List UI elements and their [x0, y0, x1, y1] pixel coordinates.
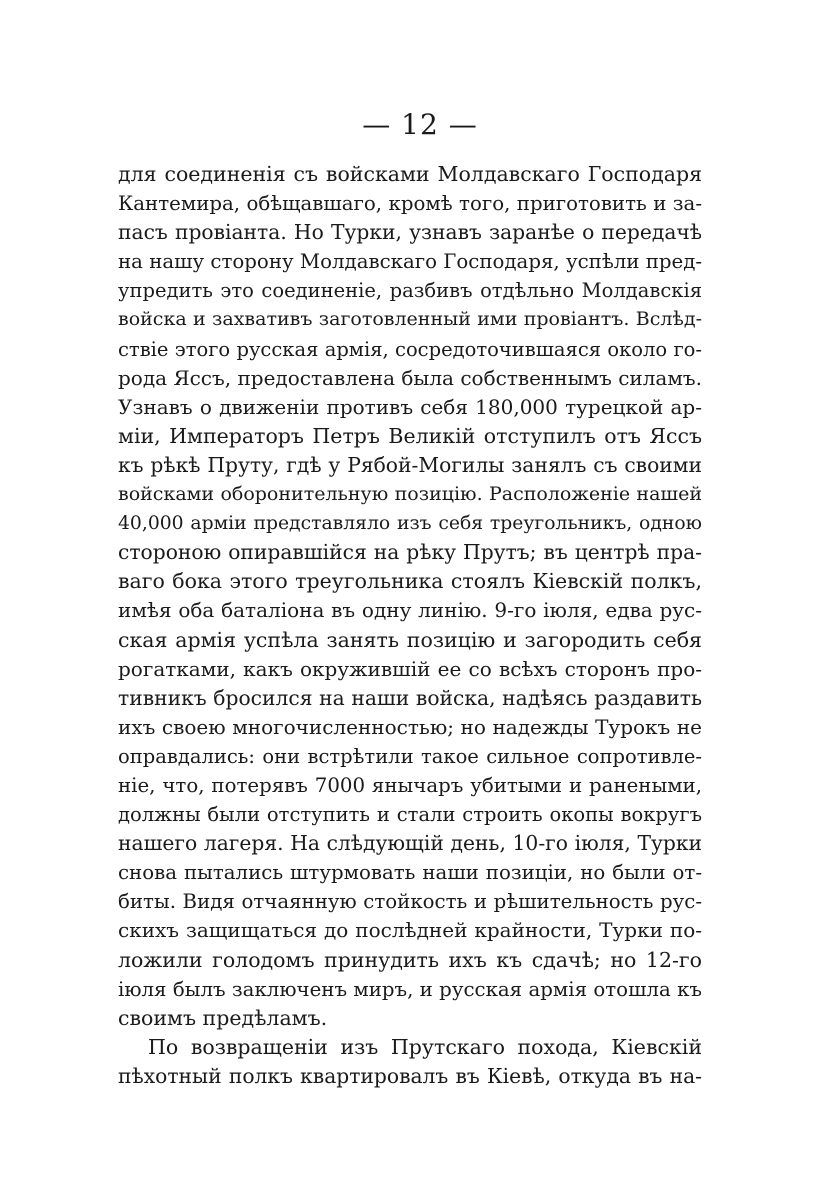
text-line: рода Яссъ, предоставлена была собственнымъ силамъ. — [118, 365, 702, 390]
text-line: рогатками, какъ окружившій ее со всѣхъ сторонъ про- — [118, 656, 702, 681]
page-number: — 12 — — [362, 108, 478, 141]
text-line: Кантемира, обѣщавшаго, кромѣ того, приготовить и за- — [118, 192, 702, 216]
text-line: Узнавъ о движеніи противъ себя 180,000 турецкой ар- — [118, 394, 702, 419]
paragraph-start-line: По возвращеніи изъ Прутскаго похода, Кіевскій — [148, 1034, 702, 1059]
text-line: биты. Видя отчаянную стойкость и рѣшительность рус- — [118, 890, 702, 914]
text-line: должны были отступить и стали строить окопы вокругъ — [118, 803, 702, 827]
text-line: пѣхотный полкъ квартировалъ въ Кіевѣ, откуда въ на- — [118, 1063, 702, 1088]
text-line: къ рѣкѣ Пруту, гдѣ у Рябой-Могилы занялъ съ своими — [118, 452, 702, 477]
text-line: на нашу сторону Молдавскаго Господаря, успѣли пред- — [118, 250, 703, 274]
text-line: нашего лагеря. На слѣдующій день, 10-го іюля, Турки — [118, 831, 702, 856]
text-line: ваго бока этого треугольника стоялъ Кіевскій полкъ, — [118, 569, 702, 594]
text-line: упредить это соединеніе, разбивъ отдѣльно Молдавскія — [118, 279, 702, 303]
text-line: для соединенія съ войсками Молдавскаго Господаря — [118, 162, 702, 186]
text-line: снова пытались штурмовать наши позиціи, но были от- — [118, 861, 702, 885]
text-line: міи, Императоръ Петръ Великій отступилъ отъ Яссъ — [118, 423, 702, 448]
text-line: ихъ своею многочисленностью; но надежды Турокъ не — [118, 714, 702, 739]
text-line: стороною опиравшійся на рѣку Прутъ; въ центрѣ пра- — [118, 540, 702, 565]
text-line: войска и захвативъ заготовленный ими провіантъ. Вслѣд- — [118, 308, 702, 331]
text-line: ская армія успѣла занять позицію и загородить себя — [118, 627, 702, 652]
text-line: тивникъ бросился на наши войска, надѣясь раздавить — [118, 685, 702, 710]
text-line: пасъ провіанта. Но Турки, узнавъ заранѣе о передачѣ — [118, 220, 702, 245]
text-line: іюля былъ заключенъ миръ, и русская армія отошла къ — [118, 977, 702, 1001]
text-line: скихъ защищаться до послѣдней крайности, Турки по- — [118, 918, 702, 943]
body-text — [118, 160, 702, 1091]
text-line: имѣя оба баталіона въ одну линію. 9-го іюля, едва рус- — [118, 598, 702, 623]
text-line: 40,000 арміи представляло изъ себя треугольникъ, одною — [118, 513, 702, 535]
text-line: войсками оборонительную позицію. Расположеніе нашей — [118, 483, 702, 506]
text-line: оправдались: они встрѣтили такое сильное сопротивле- — [118, 744, 702, 768]
text-line: ніе, что, потерявъ 7000 янычаръ убитыми и ранеными, — [118, 773, 702, 797]
paragraph-end-line: своимъ предѣламъ. — [118, 1005, 328, 1030]
text-line: ложили голодомъ принудить ихъ къ сдачѣ; но 12-го — [118, 947, 702, 972]
text-line: ствіе этого русская армія, сосредоточившаяся около го- — [118, 337, 702, 361]
